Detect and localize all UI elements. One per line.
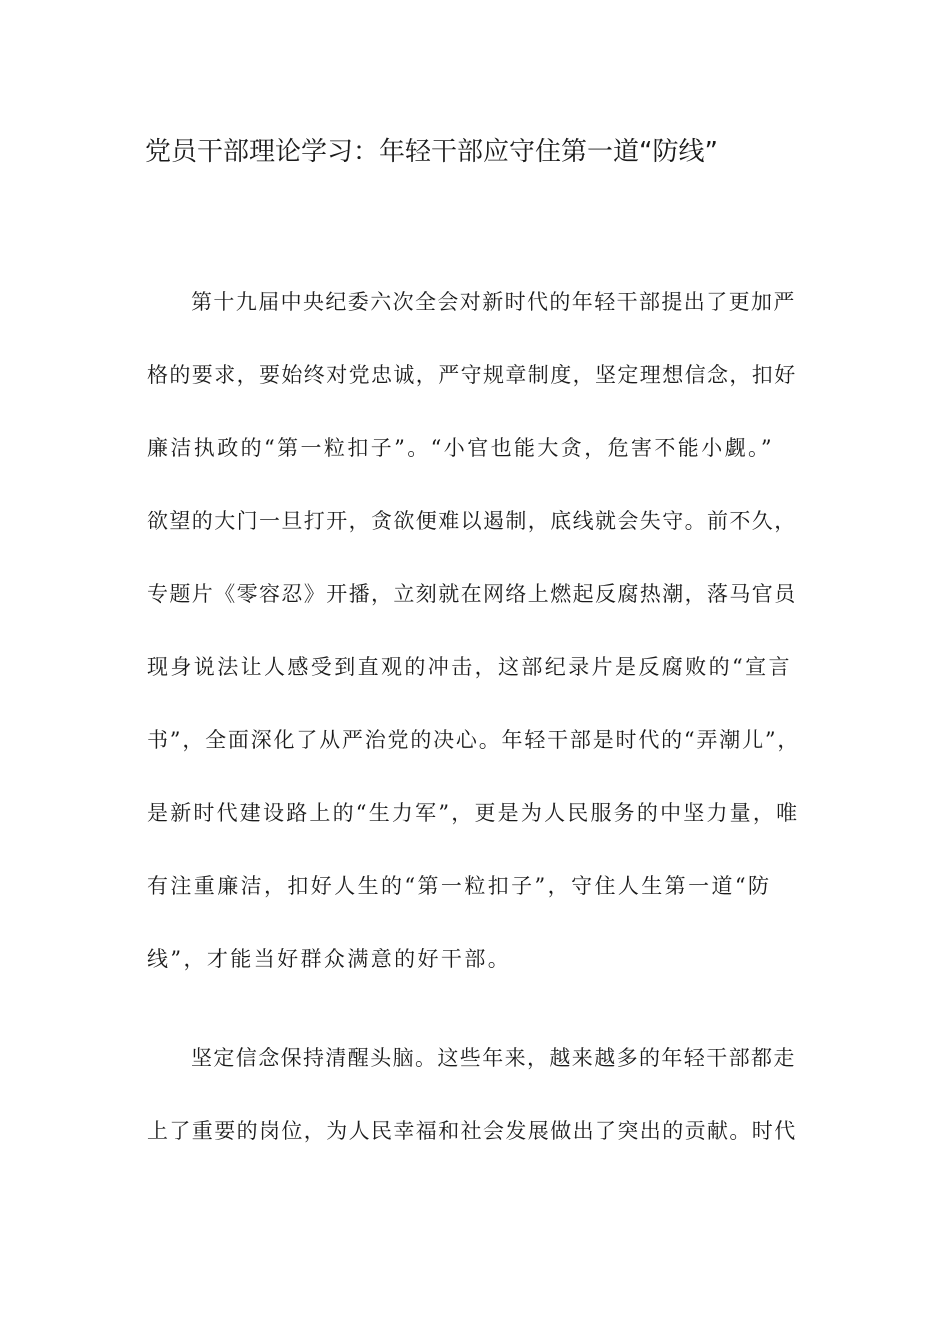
paragraph-line: 廉洁执政的“第一粒扣子”。“小官也能大贪，危害不能小觑。” bbox=[147, 436, 775, 460]
paragraph-line: 专题片《零容忍》开播，立刻就在网络上燃起反腐热潮，落马官员 bbox=[147, 582, 797, 606]
document-title: 党员干部理论学习：年轻干部应守住第一道“防线” bbox=[145, 137, 718, 167]
paragraph-line: 欲望的大门一旦打开，贪欲便难以遏制，底线就会失守。前不久， bbox=[147, 509, 797, 533]
paragraph-line: 第十九届中央纪委六次全会对新时代的年轻干部提出了更加严 bbox=[191, 290, 796, 314]
paragraph-line: 是新时代建设路上的“生力军”，更是为人民服务的中坚力量，唯 bbox=[147, 801, 800, 825]
paragraph-line: 坚定信念保持清醒头脑。这些年来，越来越多的年轻干部都走 bbox=[191, 1046, 796, 1070]
paragraph-line: 书”，全面深化了从严治党的决心。年轻干部是时代的“弄潮儿”， bbox=[147, 728, 801, 752]
paragraph-line: 格的要求，要始终对党忠诚，严守规章制度，坚定理想信念，扣好 bbox=[147, 363, 797, 387]
paragraph-line: 有注重廉洁，扣好人生的“第一粒扣子”，守住人生第一道“防 bbox=[147, 874, 772, 898]
paragraph-line: 上了重要的岗位，为人民幸福和社会发展做出了突出的贡献。时代 bbox=[147, 1119, 797, 1143]
paragraph-line: 线”，才能当好群众满意的好干部。 bbox=[147, 947, 512, 971]
paragraph-line: 现身说法让人感受到直观的冲击，这部纪录片是反腐败的“宣言 bbox=[147, 655, 792, 679]
